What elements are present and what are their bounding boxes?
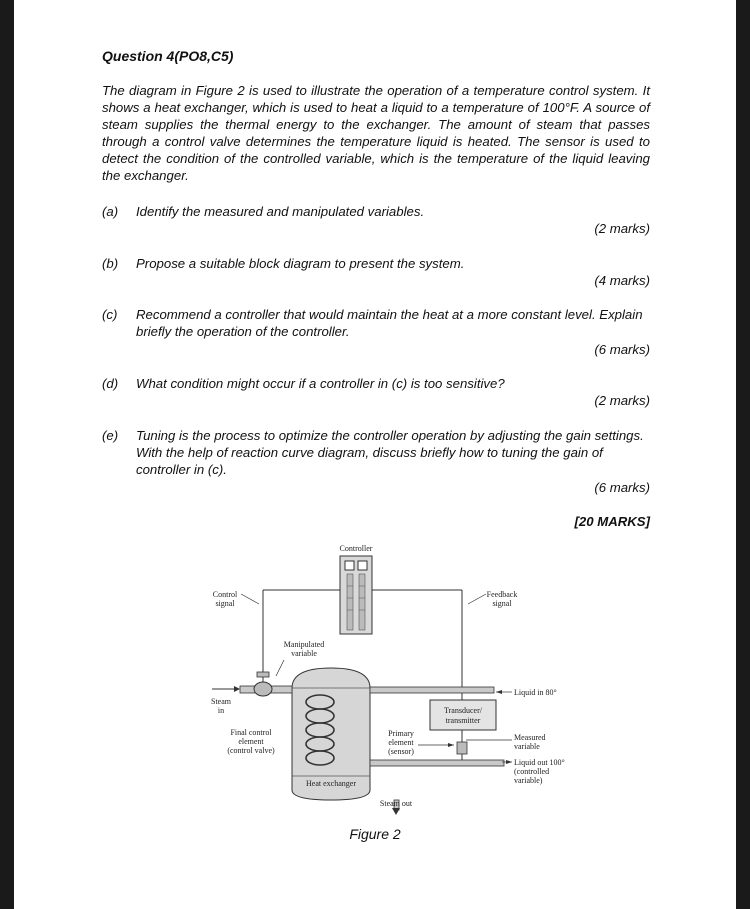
marks-b: (4 marks) bbox=[594, 273, 650, 288]
marks-e: (6 marks) bbox=[594, 480, 650, 495]
marks-a: (2 marks) bbox=[594, 221, 650, 236]
label-heat-exchanger: Heat exchanger bbox=[306, 779, 356, 788]
label-primary-element: Primary bbox=[388, 729, 414, 738]
label-control-signal: signal bbox=[215, 599, 235, 608]
label-liquid-out: variable) bbox=[514, 776, 543, 785]
label-measured-variable: Measured bbox=[514, 733, 546, 742]
control-valve bbox=[254, 682, 272, 696]
question-label: (e) bbox=[102, 428, 119, 443]
label-final-control: element bbox=[238, 737, 264, 746]
label-control-signal: Control bbox=[212, 590, 238, 599]
liquid-out-pipe bbox=[370, 760, 504, 766]
marks-c: (6 marks) bbox=[594, 342, 650, 357]
question-label: (a) bbox=[102, 204, 119, 219]
total-marks: [20 MARKS] bbox=[574, 514, 650, 529]
controller-gauge-icon bbox=[347, 574, 353, 630]
question-label: (b) bbox=[102, 256, 119, 271]
label-transducer: Transducer/ bbox=[444, 706, 482, 715]
question-text: Propose a suitable block diagram to present the system. bbox=[136, 256, 465, 271]
label-liquid-in: Liquid in 80° bbox=[514, 688, 557, 697]
label-manipulated-variable: variable bbox=[291, 649, 317, 658]
question-text: Identify the measured and manipulated variables. bbox=[136, 204, 425, 219]
label-liquid-out: Liquid out 100° bbox=[514, 758, 565, 767]
question-label: (c) bbox=[102, 307, 118, 322]
sensor-icon bbox=[457, 742, 467, 754]
question-text: Recommend a controller that would maintain the heat at a more constant level. Explain briefly the operation of the controller. bbox=[136, 307, 643, 339]
marks-d: (2 marks) bbox=[594, 393, 650, 408]
steam-out-arrow bbox=[392, 808, 400, 815]
liquid-in-pipe bbox=[370, 687, 494, 693]
label-primary-element: (sensor) bbox=[388, 747, 414, 756]
question-title: Question 4(PO8,C5) bbox=[102, 48, 234, 64]
document-page bbox=[14, 0, 736, 909]
question-text: What condition might occur if a controller in (c) is too sensitive? bbox=[136, 376, 505, 391]
figure-2-diagram bbox=[14, 0, 736, 909]
controller-gauge-icon bbox=[359, 574, 365, 630]
question-label: (d) bbox=[102, 376, 119, 391]
label-transducer: transmitter bbox=[445, 716, 481, 725]
label-manipulated-variable: Manipulated bbox=[283, 640, 325, 649]
transducer-box bbox=[430, 700, 496, 730]
label-controller: Controller bbox=[339, 544, 373, 553]
label-final-control: (control valve) bbox=[227, 746, 275, 755]
label-steam-in: Steam bbox=[211, 697, 231, 706]
question-text: Tuning is the process to optimize the controller operation by adjusting the gain settings. With the help of reaction curve diagram, discuss briefly how to tuning the gain of controller in (c). bbox=[136, 428, 644, 477]
label-primary-element: element bbox=[388, 738, 414, 747]
question-intro: The diagram in Figure 2 is used to illustrate the operation of a temperature control system. It shows a heat exchanger, which is used to heat a liquid to a temperature of 100°F. A source of steam supplies the thermal energy to the exchanger. The amount of steam that passes through a control valve determines the temperature liquid is heated. The sensor is used to detect the condition of the controlled variable, which is the temperature of the liquid leaving the exchanger. bbox=[102, 83, 650, 183]
label-feedback-signal: signal bbox=[492, 599, 512, 608]
figure-caption: Figure 2 bbox=[349, 826, 401, 842]
label-final-control: Final control bbox=[230, 728, 272, 737]
controller-dial-icon bbox=[358, 561, 367, 570]
label-liquid-out: (controlled bbox=[514, 767, 550, 776]
label-steam-out: Steam out bbox=[379, 799, 413, 808]
label-feedback-signal: Feedback bbox=[486, 590, 518, 599]
controller-dial-icon bbox=[345, 561, 354, 570]
label-measured-variable: variable bbox=[514, 742, 540, 751]
label-steam-in: in bbox=[217, 706, 225, 715]
